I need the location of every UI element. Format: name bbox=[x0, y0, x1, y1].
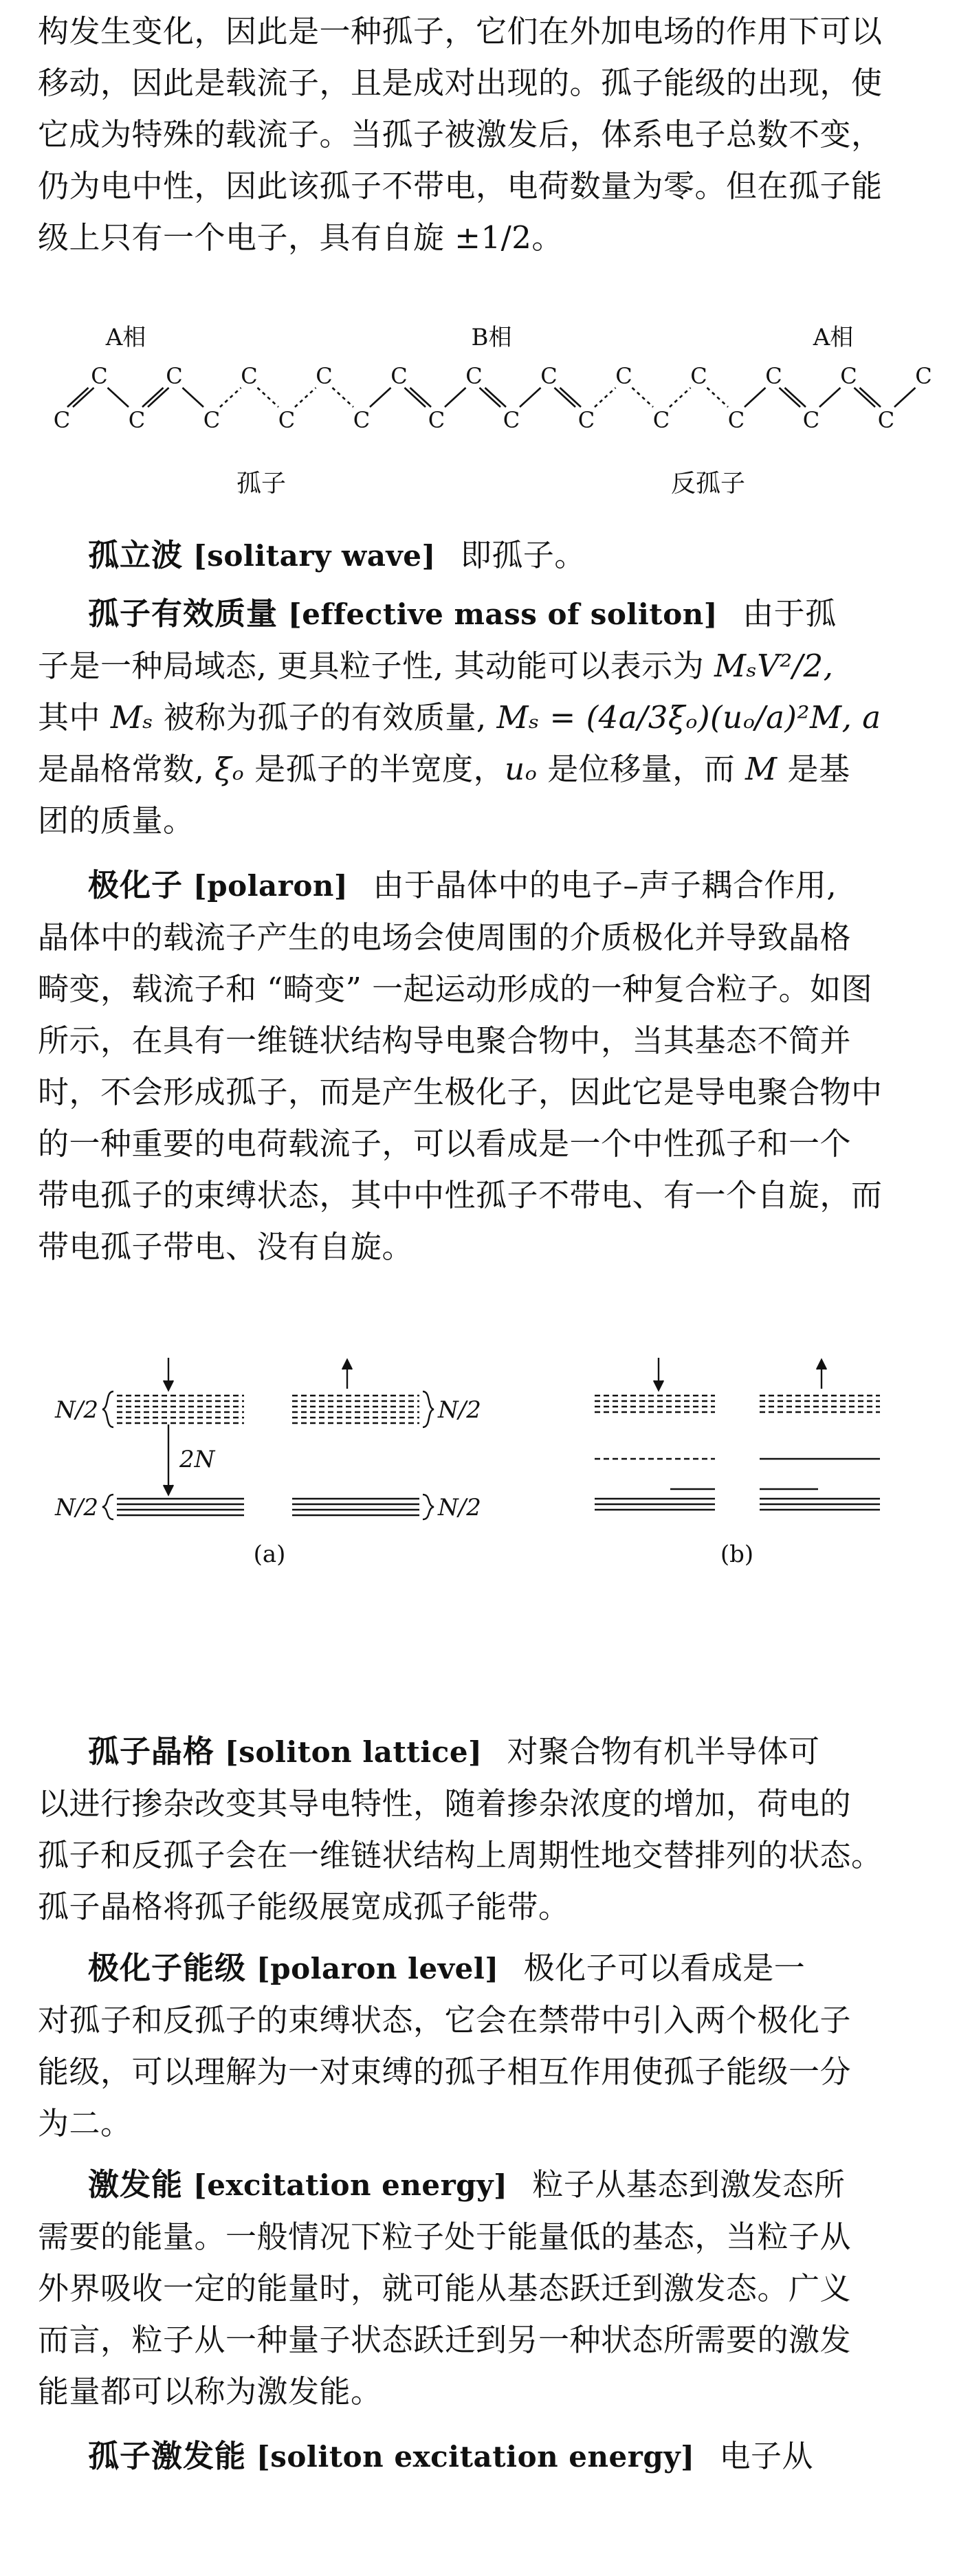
entry-text: 粒子从基态到激发态所 bbox=[532, 2166, 846, 2203]
chain-bond bbox=[560, 388, 582, 407]
chain-bond bbox=[520, 388, 541, 407]
carbon-atom: C bbox=[203, 407, 221, 433]
caption-a: (a) bbox=[253, 1541, 286, 1568]
text-line: 孤子和反孤子会在一维链状结构上周期性地交替排列的状态。 bbox=[38, 1837, 883, 1873]
caption-antisoliton: 反孤子 bbox=[670, 470, 746, 498]
entry-soliton-lattice bbox=[38, 1726, 938, 1933]
chain-bond bbox=[480, 388, 501, 407]
chain-atoms bbox=[54, 363, 932, 433]
entry-term: 极化子能级 bbox=[88, 1950, 247, 1986]
chain-bond bbox=[785, 388, 806, 407]
chain-bond bbox=[780, 388, 801, 407]
entry-text: 电子从 bbox=[719, 2438, 814, 2474]
label-n-half-lower-left: N/2 bbox=[55, 1494, 98, 1521]
entry-term: 孤立波 bbox=[88, 537, 184, 573]
carbon-atom: C bbox=[278, 407, 296, 433]
entry-term: 孤子激发能 bbox=[88, 2438, 247, 2474]
chain-bond bbox=[405, 388, 426, 407]
chain-bond bbox=[632, 388, 654, 407]
text-line: 构发生变化，因此是一种孤子，它们在外加电场的作用下可以 bbox=[38, 13, 883, 49]
chain-bond bbox=[745, 388, 766, 407]
chain-bond bbox=[295, 388, 316, 407]
carbon-atom: C bbox=[128, 407, 146, 433]
entry-text: 对聚合物有机半导体可 bbox=[507, 1733, 820, 1770]
phase-label-a-left: A相 bbox=[105, 324, 146, 351]
brace-right-lower bbox=[423, 1495, 434, 1519]
brace-left-lower bbox=[102, 1495, 113, 1519]
entry-text: 由于晶体中的电子–声子耦合作用, bbox=[373, 867, 837, 903]
chain-bond bbox=[183, 388, 204, 407]
carbon-atom: C bbox=[877, 407, 895, 433]
carbon-atom: C bbox=[802, 407, 820, 433]
entry-term-en: [polaron] bbox=[192, 869, 349, 903]
chain-bond bbox=[333, 388, 354, 407]
carbon-atom: C bbox=[540, 363, 558, 389]
entry-text: 是位移量，而 bbox=[547, 751, 736, 787]
entry-term: 孤子有效质量 bbox=[88, 595, 278, 632]
carbon-atom: C bbox=[577, 407, 595, 433]
carbon-atom: C bbox=[915, 363, 932, 389]
entry-text: 是孤子的半宽度， bbox=[254, 751, 505, 787]
entry-term: 极化子 bbox=[88, 867, 184, 903]
carbon-atom: C bbox=[390, 363, 408, 389]
chain-bond bbox=[670, 388, 691, 407]
solid-band-right bbox=[292, 1499, 419, 1515]
panel-b-upper-right-band bbox=[760, 1396, 880, 1412]
text-line: 带电孤子的束缚状态，其中中性孤子不带电、有一个自旋，而 bbox=[38, 1177, 883, 1213]
math-symbol: uₒ bbox=[505, 751, 538, 787]
text-line: 能量都可以称为激发能。 bbox=[38, 2373, 382, 2410]
text-line: 能级，可以理解为一对束缚的孤子相互作用使孤子能级一分 bbox=[38, 2054, 852, 2090]
carbon-atom: C bbox=[727, 407, 745, 433]
carbon-atom: C bbox=[840, 363, 857, 389]
carbon-atom: C bbox=[503, 407, 520, 433]
math-symbol: ξₒ bbox=[214, 751, 245, 787]
entry-term: 激发能 bbox=[88, 2166, 184, 2203]
text-line: 仍为电中性，因此该孤子不带电，电荷数量为零。但在孤子能 bbox=[38, 168, 883, 204]
entry-term-en: [excitation energy] bbox=[192, 2168, 508, 2202]
entry-text: 其中 bbox=[38, 699, 101, 736]
caption-b: (b) bbox=[720, 1541, 754, 1568]
label-n-half-upper-left: N/2 bbox=[55, 1396, 98, 1424]
chain-bond bbox=[220, 388, 241, 407]
polaron-level-figure bbox=[38, 1292, 938, 1595]
entry-term: 孤子晶格 bbox=[88, 1733, 215, 1770]
kinetic-energy-formula: MₛV²/2, bbox=[714, 648, 834, 684]
text-line: 移动，因此是载流子，且是成对出现的。孤子能级的出现，使 bbox=[38, 65, 883, 101]
label-2n: 2N bbox=[179, 1446, 215, 1473]
text-line: 为二。 bbox=[38, 2105, 132, 2142]
text-line: 时，不会形成孤子，而是产生极化子，因此它是导电聚合物中 bbox=[38, 1074, 883, 1110]
carbon-atom: C bbox=[353, 407, 371, 433]
chain-bond bbox=[860, 388, 881, 407]
entry-effective-mass bbox=[38, 588, 938, 846]
panel-b-lower-right-band bbox=[760, 1499, 880, 1510]
entry-polaron bbox=[38, 859, 938, 1273]
math-symbol: M bbox=[745, 751, 778, 787]
label-n-half-upper-right: N/2 bbox=[438, 1396, 481, 1424]
text-line: 它成为特殊的载流子。当孤子被激发后，体系电子总数不变， bbox=[38, 116, 883, 153]
chain-bond bbox=[894, 388, 916, 407]
chain-bond bbox=[555, 388, 576, 407]
label-n-half-lower-right: N/2 bbox=[438, 1494, 481, 1521]
carbon-atom: C bbox=[615, 363, 632, 389]
text-line: 对孤子和反孤子的束缚状态，它会在禁带中引入两个极化子 bbox=[38, 2002, 852, 2038]
effective-mass-formula: Mₛ = (4a/3ξₒ)(uₒ/a)²M, a bbox=[496, 699, 881, 736]
carbon-atom: C bbox=[652, 407, 670, 433]
chain-bond bbox=[855, 388, 876, 407]
entry-term-en: [soliton excitation energy] bbox=[256, 2440, 695, 2474]
text-line: 孤子晶格将孤子能级展宽成孤子能带。 bbox=[38, 1889, 570, 1925]
text-line: 的一种重要的电荷载流子，可以看成是一个中性孤子和一个 bbox=[38, 1125, 852, 1162]
panel-b-lower-left-band bbox=[595, 1499, 715, 1510]
entry-text: 被称为孤子的有效质量, bbox=[163, 699, 487, 736]
entry-text: 子是一种局域态, 更具粒子性, 其动能可以表示为 bbox=[38, 648, 705, 684]
carbon-atom: C bbox=[166, 363, 183, 389]
carbon-atom: C bbox=[465, 363, 483, 389]
text-line: 畸变，载流子和 “畸变” 一起运动形成的一种复合粒子。如图 bbox=[38, 971, 873, 1007]
math-symbol: Mₛ bbox=[110, 699, 154, 736]
entry-text: 极化子可以看成是一 bbox=[523, 1950, 806, 1986]
panel-b-upper-left-band bbox=[595, 1396, 715, 1412]
chain-bond bbox=[595, 388, 616, 407]
text-line: 晶体中的载流子产生的电场会使周围的介质极化并导致晶格 bbox=[38, 919, 852, 956]
soliton-chain-figure bbox=[38, 309, 938, 516]
text-line: 所示，在具有一维链状结构导电聚合物中，当其基态不简并 bbox=[38, 1022, 852, 1059]
text-line: 带电孤子带电、没有自旋。 bbox=[38, 1229, 414, 1265]
phase-label-a-right: A相 bbox=[813, 324, 854, 351]
text-line: 级上只有一个电子，具有自旋 ±1/2。 bbox=[38, 219, 563, 256]
chain-bond bbox=[410, 388, 432, 407]
entry-soliton-excitation-energy bbox=[38, 2430, 938, 2483]
entry-term-en: [solitary wave] bbox=[192, 539, 436, 573]
entry-term-en: [soliton lattice] bbox=[224, 1735, 483, 1769]
chain-bond bbox=[73, 388, 94, 407]
chain-bond bbox=[67, 388, 89, 407]
chain-bond bbox=[108, 388, 129, 407]
chain-bond bbox=[142, 388, 164, 407]
entry-text: 由于孤 bbox=[742, 595, 837, 632]
solid-band-left bbox=[117, 1499, 244, 1515]
text-line: 以进行掺杂改变其导电特性，随着掺杂浓度的增加，荷电的 bbox=[38, 1785, 852, 1822]
brace-left-upper bbox=[102, 1391, 113, 1427]
chain-bonds bbox=[67, 388, 916, 407]
text-line: 需要的能量。一般情况下粒子处于能量低的基态，当粒子从 bbox=[38, 2219, 852, 2255]
chain-bond bbox=[370, 388, 391, 407]
phase-label-b: B相 bbox=[471, 324, 512, 351]
carbon-atom: C bbox=[690, 363, 707, 389]
entry-term-en: [effective mass of soliton] bbox=[287, 597, 718, 631]
carbon-atom: C bbox=[316, 363, 333, 389]
entry-polaron-level bbox=[38, 1942, 938, 2149]
intro-paragraph bbox=[38, 5, 938, 263]
chain-bond bbox=[258, 388, 279, 407]
entry-text: 即孤子。 bbox=[460, 537, 586, 573]
text-line: 而言，粒子从一种量子状态跃迁到另一种状态所需要的激发 bbox=[38, 2322, 852, 2358]
carbon-atom: C bbox=[765, 363, 782, 389]
entry-term-en: [polaron level] bbox=[256, 1952, 499, 1985]
carbon-atom: C bbox=[53, 407, 71, 433]
carbon-atom: C bbox=[91, 363, 108, 389]
entry-solitary-wave bbox=[38, 529, 938, 582]
chain-bond bbox=[819, 388, 841, 407]
carbon-atom: C bbox=[428, 407, 445, 433]
text-line: 团的质量。 bbox=[38, 802, 195, 839]
text-line: 外界吸收一定的能量时，就可能从基态跃迁到激发态。广义 bbox=[38, 2270, 852, 2307]
chain-bond bbox=[707, 388, 729, 407]
chain-bond bbox=[445, 388, 466, 407]
entry-text: 是晶格常数, bbox=[38, 751, 205, 787]
valence-dashed-band-right bbox=[292, 1396, 419, 1423]
caption-soliton: 孤子 bbox=[236, 470, 287, 498]
valence-dashed-band-left bbox=[117, 1396, 244, 1423]
brace-right-upper bbox=[423, 1391, 434, 1427]
chain-bond bbox=[485, 388, 507, 407]
chain-bond bbox=[148, 388, 169, 407]
carbon-atom: C bbox=[241, 363, 258, 389]
entry-excitation-energy bbox=[38, 2159, 938, 2417]
entry-text: 是基 bbox=[787, 751, 850, 787]
